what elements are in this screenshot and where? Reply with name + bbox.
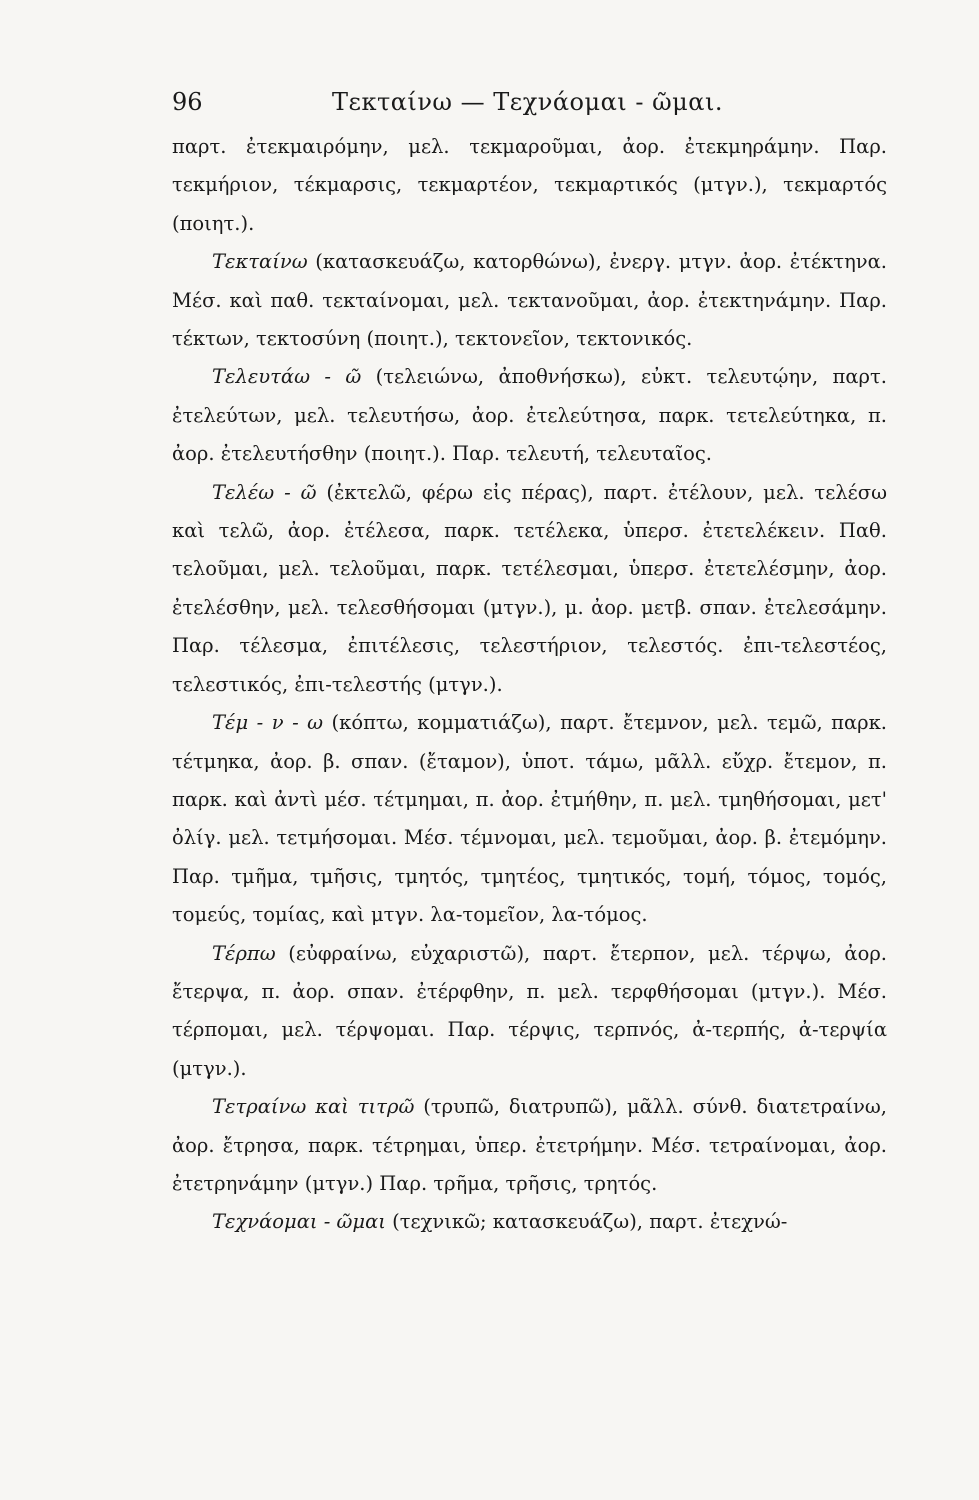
entry-teleutao — [172, 358, 887, 473]
entry-lemma: Τελέω - ῶ — [212, 480, 317, 504]
entry-lemma: Τεχνάομαι - ῶμαι — [212, 1210, 386, 1234]
entry-temno — [172, 704, 887, 934]
entry-continuation — [172, 128, 887, 243]
entry-lemma: Τέμ - ν - ω — [212, 711, 324, 735]
entry-lemma: Τεκταίνω — [212, 250, 308, 274]
entry-text: (εὐφραίνω, εὐχαριστῶ), παρτ. ἔτερπον, μελ. τέρψω, ἀορ. ἔτερψα, π. ἀορ. σπαν. ἐτέρφθην, π. μελ. τερφθήσομαι (μτγν.). Μέσ. τέρπομαι, μελ. τέρψομαι. Παρ. τέρψις, τερπνός, ἀ-τερπής, ἀ-τερψία (μτγν.). — [172, 941, 887, 1080]
entry-lemma: Τέρπω — [212, 941, 276, 965]
page-number: 96 — [172, 88, 203, 116]
entry-text: (τρυπῶ, διατρυπῶ), μᾶλλ. σύνθ. διατετραίνω, ἀορ. ἔτρησα, παρκ. τέτρημαι, ὑπερ. ἐτετρήμην. Μέσ. τετραίνομαι, ἀορ. ἐτετρηνάμην (μτγν.) Παρ. τρῆμα, τρῆσις, τρητός. — [172, 1095, 887, 1195]
entry-text: παρτ. ἐτεκμαιρόμην, μελ. τεκμαροῦμαι, ἀορ. ἐτεκμηράμην. Παρ. τεκμήριον, τέκμαρσις, τεκμαρτέον, τεκμαρτικός (μτγν.), τεκμαρτός (ποιητ.). — [172, 135, 887, 235]
entry-text: (κατασκευάζω, κατορθώνω), ἐνεργ. μτγν. ἀορ. ἐτέκτηνα. Μέσ. καὶ παθ. τεκταίνομαι, μελ. τεκτανοῦμαι, ἀορ. ἐτεκτηνάμην. Παρ. τέκτων, τεκτοσύνη (ποιητ.), τεκτονεῖον, τεκτονικός. — [172, 250, 887, 351]
entry-lemma: Τετραίνω καὶ τιτρῶ — [212, 1095, 415, 1119]
entry-text: (τεχνικῶ; κατασκευάζω), παρτ. ἐτεχνώ- — [385, 1210, 788, 1234]
entry-technaomai — [172, 1203, 887, 1241]
running-title: Τεκταίνω — Τεχνάομαι - ῶμαι. — [332, 88, 723, 116]
entry-text: (ἐκτελῶ, φέρω εἰς πέρας), παρτ. ἐτέλουν, μελ. τελέσω καὶ τελῶ, ἀορ. ἐτέλεσα, παρκ. τετέλεκα, ὑπερσ. ἐτετελέκειν. Παθ. τελοῦμαι, μελ. τελοῦμαι, παρκ. τετέλεσμαι, ὑπερσ. ἐτετελέσμην, ἀορ. ἐτελέσθην, μελ. τελεσθήσομαι (μτγν.), μ. ἀορ. μετβ. σπαν. ἐτελεσάμην. Παρ. τέλεσμα, ἐπιτέλεσις, τελεστήριον, τελεστός. ἐπι-τελεστέος, τελεστικός, ἐπι-τελεστής (μτγν.). — [172, 480, 887, 696]
page-header — [172, 88, 892, 122]
entry-teleo — [172, 474, 887, 704]
entry-lemma: Τελευτάω - ῶ — [212, 365, 362, 389]
dictionary-body — [172, 128, 887, 1242]
entry-text: (κόπτω, κομματιάζω), παρτ. ἔτεμνον, μελ. τεμῶ, παρκ. τέτμηκα, ἀορ. β. σπαν. (ἔταμον), ὑποτ. τάμω, μᾶλλ. εὔχρ. ἔτεμον, π. παρκ. καὶ ἀντὶ μέσ. τέτμημαι, π. ἀορ. ἐτμήθην, π. μελ. τμηθήσομαι, μετ' ὀλίγ. μελ. τετμήσομαι. Μέσ. τέμνομαι, μελ. τεμοῦμαι, ἀορ. β. ἐτεμόμην. Παρ. τμῆμα, τμῆσις, τμητός, τμητέος, τμητικός, τομή, τόμος, τομός, τομεύς, τομίας, καὶ μτγν. λα-τομεῖον, λα-τόμος. — [172, 711, 887, 927]
entry-text: (τελειώνω, ἀποθνήσκω), εὐκτ. τελευτῴην, παρτ. ἐτελεύτων, μελ. τελευτήσω, ἀορ. ἐτελεύτησα, παρκ. τετελεύτηκα, π. ἀορ. ἐτελευτήσθην (ποιητ.). Παρ. τελευτή, τελευταῖος. — [172, 365, 887, 466]
entry-tektaino — [172, 243, 887, 358]
entry-terpo — [172, 935, 887, 1089]
entry-tetraino — [172, 1088, 887, 1203]
